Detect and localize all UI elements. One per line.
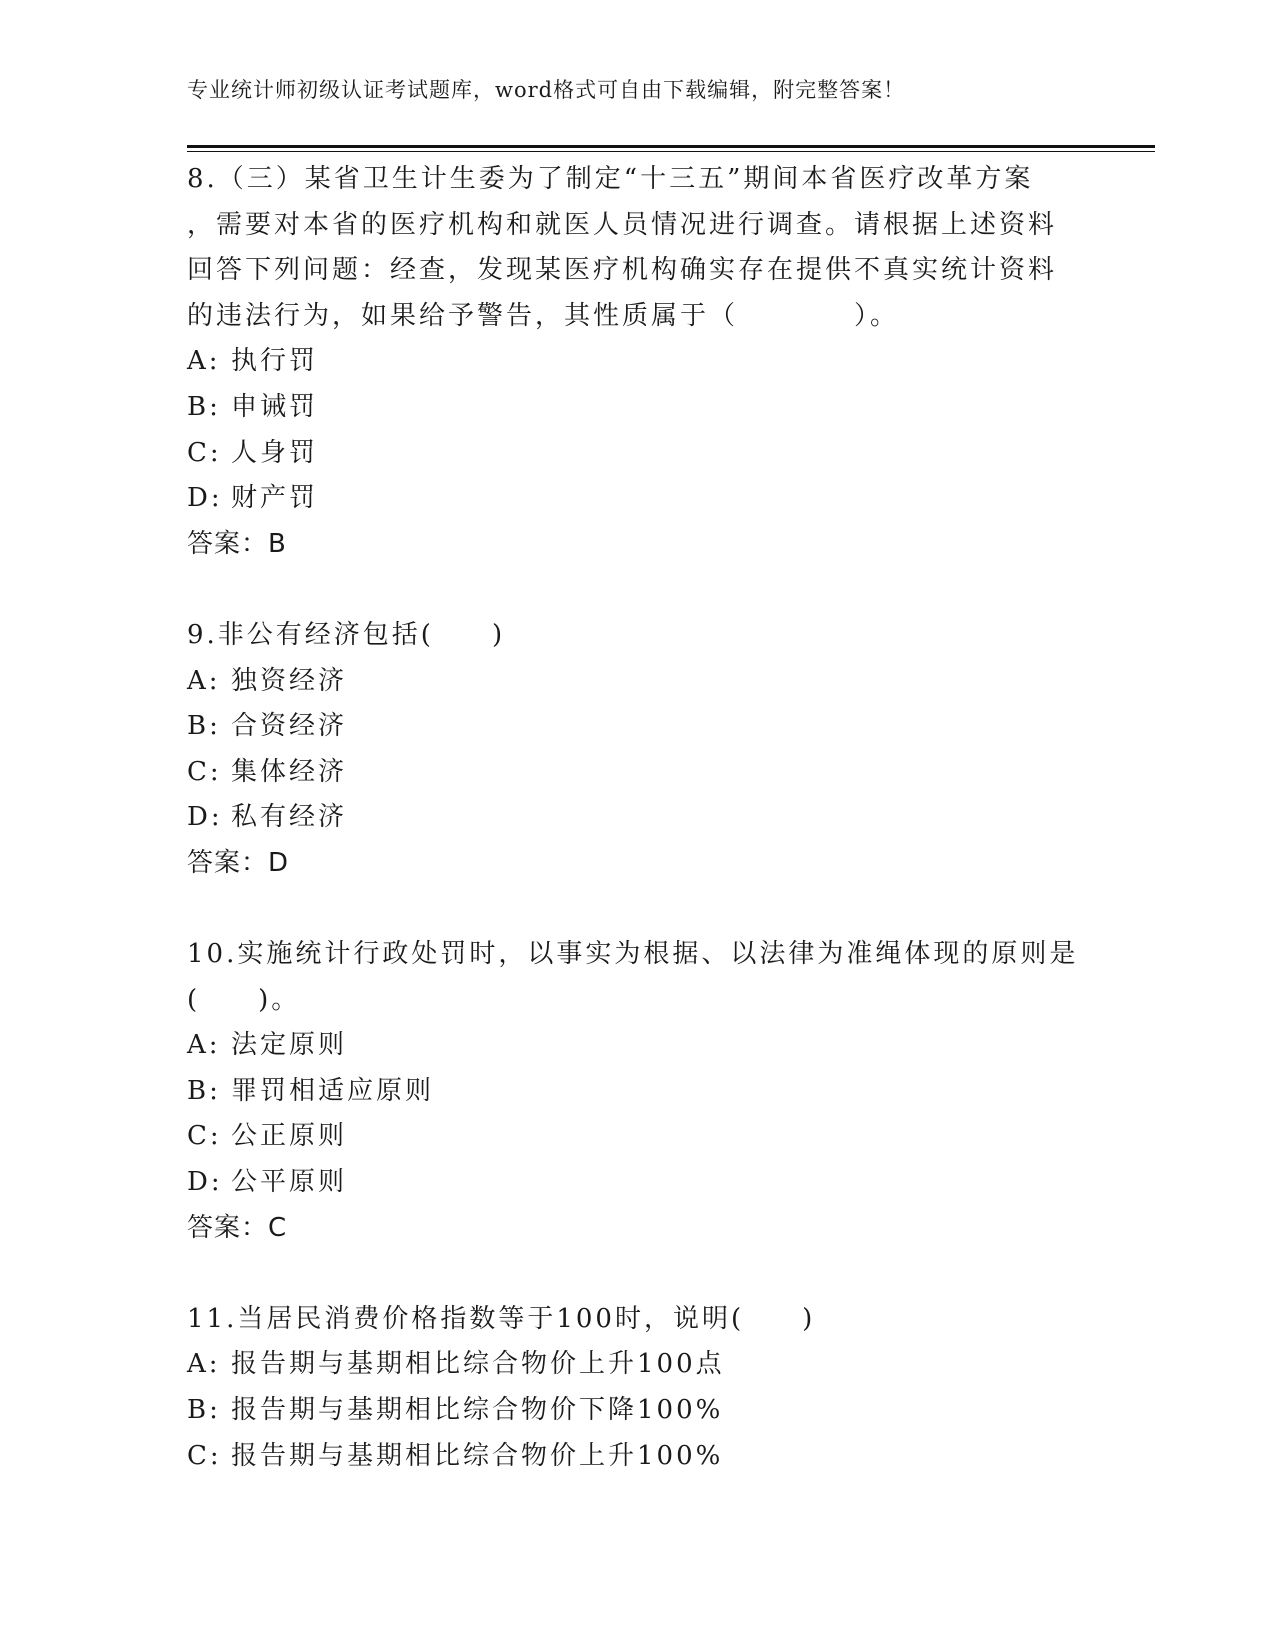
option-text: 集体经济	[231, 756, 348, 787]
option-key: D:	[187, 802, 223, 833]
option-text: 法定原则	[231, 1030, 348, 1061]
option-key: A:	[187, 346, 221, 377]
option-text: 罪罚相适应原则	[231, 1075, 435, 1106]
spacer	[187, 1251, 1147, 1297]
option-a	[187, 1023, 1147, 1069]
option-text: 执行罚	[231, 346, 319, 377]
question-stem-line: 9.非公有经济包括( )	[187, 619, 506, 650]
option-text: 合资经济	[231, 711, 348, 742]
page-header: 专业统计师初级认证考试题库，word格式可自由下载编辑，附完整答案！	[187, 78, 906, 102]
option-text: 公正原则	[231, 1121, 348, 1152]
option-key: C:	[187, 1121, 222, 1152]
option-text: 人身罚	[231, 437, 319, 468]
option-b	[187, 385, 1147, 431]
option-key: B:	[187, 1075, 221, 1106]
option-key: C:	[187, 1440, 222, 1471]
option-text: 公平原则	[231, 1167, 348, 1198]
header-rule-thin	[187, 151, 1155, 152]
option-c	[187, 750, 1147, 796]
option-a	[187, 339, 1147, 385]
option-d	[187, 476, 1147, 522]
question-list	[187, 157, 1147, 1479]
option-text: 独资经济	[231, 665, 348, 696]
question-stem-line: 11.当居民消费价格指数等于100时，说明( )	[187, 1303, 816, 1334]
question-stem-line: ，需要对本省的医疗机构和就医人员情况进行调查。请根据上述资料	[187, 209, 1058, 240]
spacer	[187, 887, 1147, 933]
option-b	[187, 1388, 1147, 1434]
option-text: 报告期与基期相比综合物价上升100点	[231, 1349, 725, 1380]
option-key: A:	[187, 665, 221, 696]
question-stem-line: 回答下列问题：经查，发现某医疗机构确实存在提供不真实统计资料	[187, 255, 1058, 286]
option-key: D:	[187, 1167, 223, 1198]
option-key: A:	[187, 1349, 221, 1380]
question-stem-line: 8.（三）某省卫生计生委为了制定“十三五”期间本省医疗改革方案	[187, 164, 1034, 194]
option-text: 报告期与基期相比综合物价上升100%	[231, 1440, 724, 1471]
answer: 答案：B	[187, 528, 287, 559]
spacer	[187, 567, 1147, 613]
option-key: B:	[187, 711, 221, 742]
question-8	[187, 157, 1147, 613]
option-key: A:	[187, 1030, 221, 1061]
question-stem-line: 的违法行为，如果给予警告，其性质属于（ ）。	[187, 300, 900, 331]
option-c	[187, 1114, 1147, 1160]
option-d	[187, 795, 1147, 841]
option-text: 报告期与基期相比综合物价下降100%	[231, 1395, 724, 1426]
option-c	[187, 431, 1147, 477]
option-text: 财产罚	[231, 483, 319, 514]
question-9	[187, 613, 1147, 932]
option-key: C:	[187, 437, 222, 468]
option-a	[187, 1342, 1147, 1388]
option-b	[187, 704, 1147, 750]
option-c	[187, 1434, 1147, 1480]
question-11	[187, 1297, 1147, 1479]
answer: 答案：C	[187, 1212, 288, 1243]
question-stem-line: ( )。	[187, 984, 301, 1015]
option-key: C:	[187, 756, 222, 787]
option-a	[187, 659, 1147, 705]
option-key: B:	[187, 391, 221, 422]
option-key: B:	[187, 1395, 221, 1426]
option-key: D:	[187, 483, 223, 514]
header-rule-thick	[187, 145, 1155, 148]
question-stem-line: 10.实施统计行政处罚时，以事实为根据、以法律为准绳体现的原则是	[187, 939, 1079, 970]
option-text: 申诫罚	[231, 391, 319, 422]
answer: 答案：D	[187, 847, 290, 878]
option-b	[187, 1069, 1147, 1115]
option-text: 私有经济	[231, 802, 348, 833]
question-10	[187, 932, 1147, 1297]
option-d	[187, 1160, 1147, 1206]
